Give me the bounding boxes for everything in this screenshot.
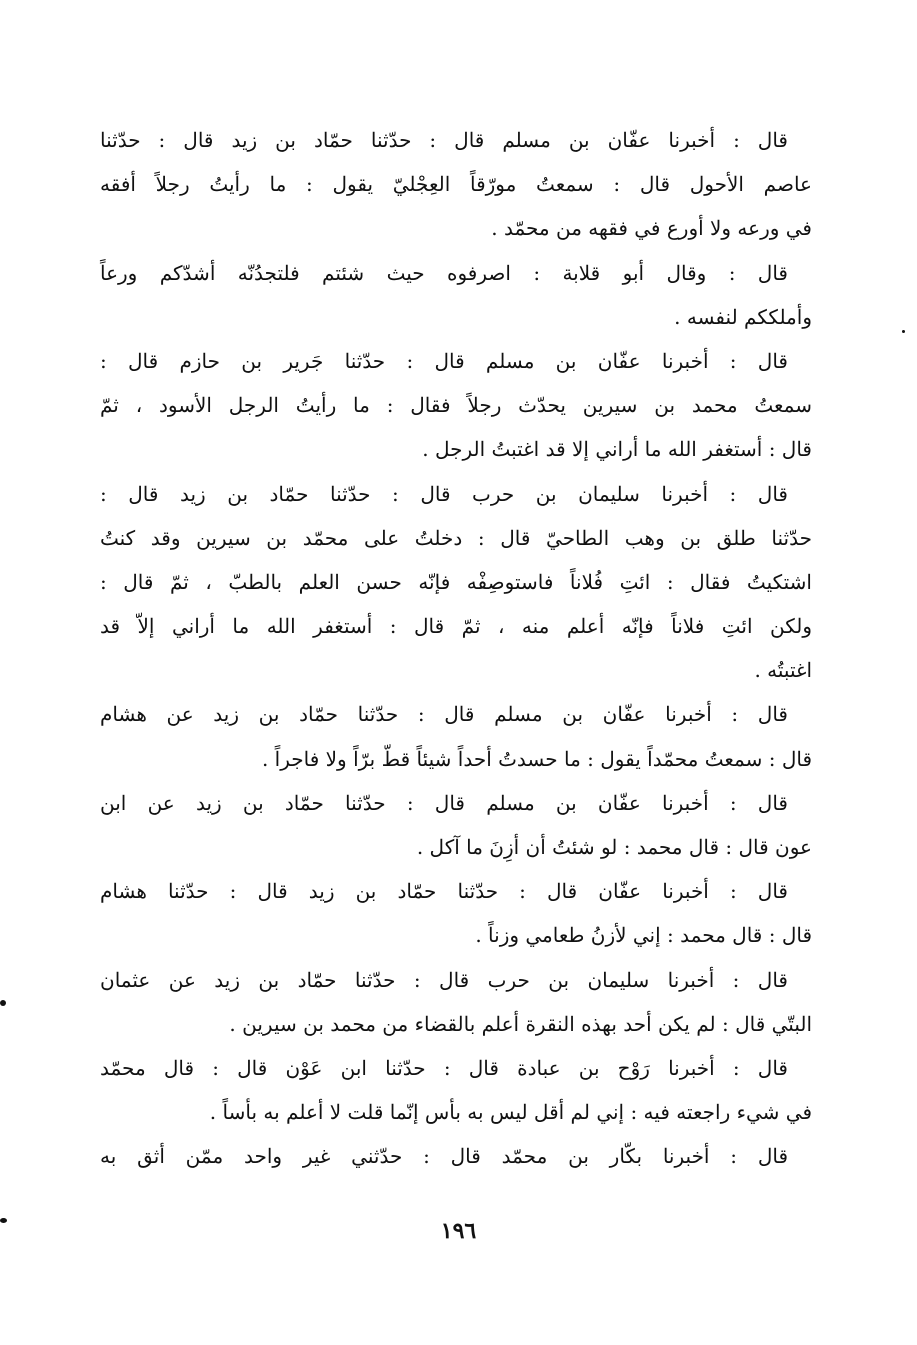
- text-line: البتّي قال : لم يكن أحد بهذه النقرة أعلم بالقضاء من محمد بن سيرين .: [229, 1011, 812, 1036]
- text-line: سمعتُ محمد بن سيرين يحدّث رجلاً فقال : ما رأيتُ الرجل الأسود ، ثمّ: [100, 393, 812, 418]
- page-body-text: [100, 118, 812, 1179]
- text-line: قال : أخبرنا عفّان بن مسلم قال : حدّثنا حمّاد بن زيد قال : حدّثنا: [100, 128, 788, 152]
- text-line: وأملككم لنفسه .: [674, 304, 812, 329]
- text-line: قال : أستغفر الله ما أراني إلا قد اغتبتُ الرجل .: [422, 437, 812, 462]
- page-number: ١٩٦: [440, 1218, 477, 1244]
- text-line: اشتكيتُ فقال : ائتِ فُلاناً فاستوصِفْه فإنّه حسن العلم بالطبّ ، ثمّ قال :: [100, 569, 812, 594]
- text-line: قال : قال محمد : إني لأزنُ طعامي وزناً .: [475, 923, 812, 948]
- text-line: قال : وقال أبو قلابة : اصرفوه حيث شئتم فلتجدُنّه أشدّكم ورعاً: [100, 260, 788, 285]
- text-line: ولكن ائتِ فلاناً فإنّه أعلم منه ، ثمّ قال : أستغفر الله ما أراني إلاّ قد: [100, 614, 812, 639]
- text-line: عون قال : قال محمد : لو شئتُ أن أزِنَ ما آكل .: [416, 835, 812, 859]
- text-line: قال : أخبرنا سليمان بن حرب قال : حدّثنا حمّاد بن زيد عن عثمان: [100, 967, 788, 992]
- text-line: قال : أخبرنا عفّان بن مسلم قال : حدّثنا حمّاد بن زيد عن هشام: [100, 702, 788, 727]
- text-line: قال : أخبرنا بكّار بن محمّد قال : حدّثني غير واحد ممّن أثق به: [100, 1144, 788, 1169]
- text-line: قال : أخبرنا سليمان بن حرب قال : حدّثنا حمّاد بن زيد قال :: [100, 481, 788, 506]
- text-line: قال : أخبرنا عفّان بن مسلم قال : حدّثنا جَرير بن حازم قال :: [100, 348, 788, 373]
- text-line: قال : سمعتُ محمّداً يقول : ما حسدتُ أحداً شيئاً قطّ برّاً ولا فاجراً .: [261, 746, 812, 771]
- text-line: قال : أخبرنا رَوْح بن عبادة قال : حدّثنا ابن عَوْن قال : قال محمّد: [100, 1055, 788, 1080]
- text-line: عاصم الأحول قال : سمعتُ مورّقاً العِجْليّ يقول : ما رأيتُ رجلاً أفقه: [100, 172, 812, 197]
- text-line: قال : أخبرنا عفّان قال : حدّثنا حمّاد بن زيد قال : حدّثنا هشام: [100, 879, 788, 904]
- text-line: اغتبتُه .: [754, 658, 812, 683]
- text-line: قال : أخبرنا عفّان بن مسلم قال : حدّثنا حمّاد بن زيد عن ابن: [100, 790, 788, 815]
- text-line: في شيء راجعته فيه : إني لم أقل ليس به بأس إنّما قلت لا أعلم به بأساً .: [209, 1100, 812, 1125]
- scan-speck: [902, 330, 905, 333]
- scan-speck: [0, 1000, 6, 1006]
- scan-speck: [0, 1218, 7, 1223]
- text-line: في ورعه ولا أورع في فقهه من محمّد .: [491, 216, 812, 241]
- text-line: حدّثنا طلق بن وهب الطاحيّ قال : دخلتُ على محمّد بن سيرين وقد كنتُ: [100, 525, 812, 550]
